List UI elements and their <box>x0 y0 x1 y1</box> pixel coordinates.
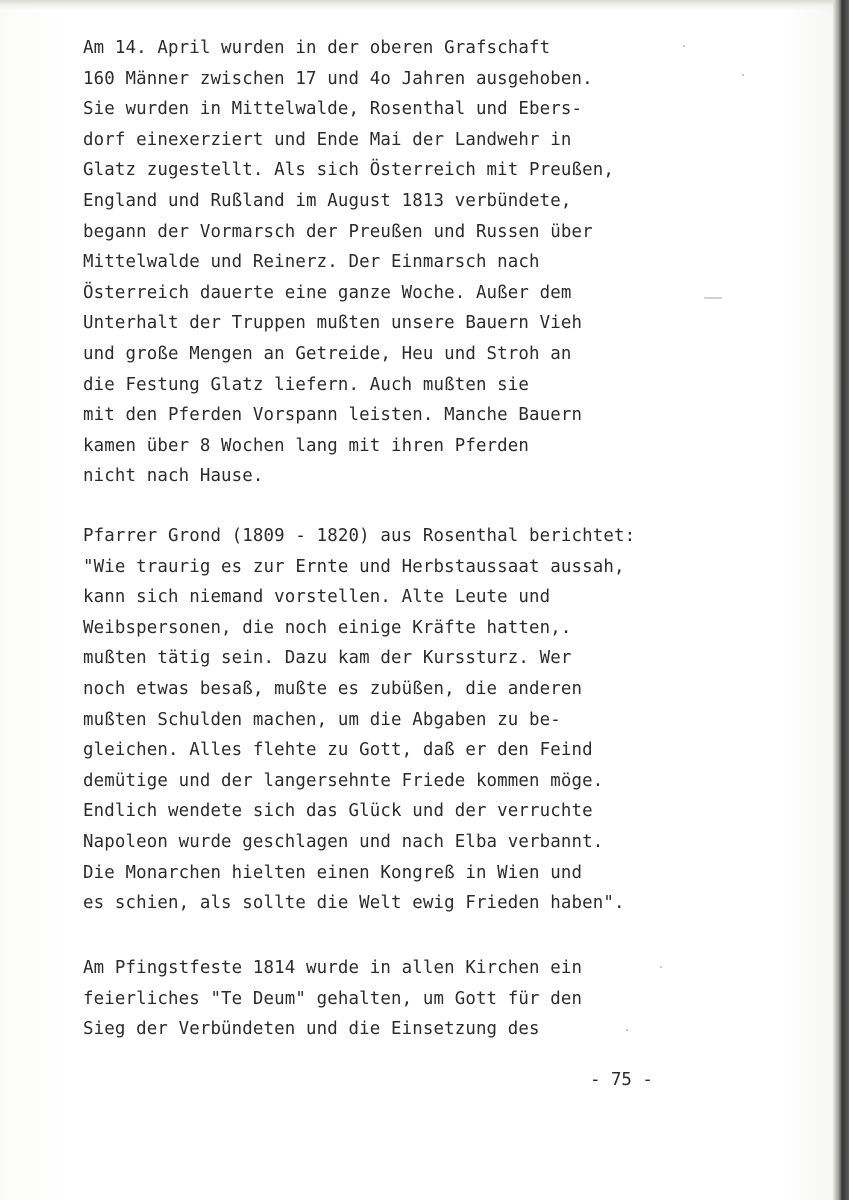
text-line: Die Monarchen hielten einen Kongreß in Wien und <box>83 862 583 883</box>
text-line: Mittelwalde und Reinerz. Der Einmarsch nach <box>83 252 540 273</box>
scan-speck <box>704 297 722 299</box>
scan-speck <box>742 74 744 76</box>
paragraph-pastor-report <box>83 521 635 919</box>
text-line: 160 Männer zwischen 17 und 4o Jahren ausgehoben. <box>83 68 593 89</box>
text-line: Sieg der Verbündeten und die Einsetzung des <box>83 1019 540 1040</box>
scan-speck <box>683 45 685 47</box>
text-line: die Festung Glatz liefern. Auch mußten sie <box>83 374 530 395</box>
text-line: es schien, als sollte die Welt ewig Frieden haben". <box>83 893 625 914</box>
text-line: feierliches "Te Deum" gehalten, um Gott für den <box>83 988 583 1009</box>
book-binding-edge <box>833 0 849 1200</box>
page-number: - 75 - <box>590 1070 653 1090</box>
text-line: Glatz zugestellt. Als sich Österreich mit Preußen, <box>83 160 615 181</box>
text-line: nicht nach Hause. <box>83 466 264 487</box>
text-line: Sie wurden in Mittelwalde, Rosenthal und Ebers- <box>83 99 583 120</box>
text-line: kann sich niemand vorstellen. Alte Leute und <box>83 587 551 608</box>
scan-top-shadow <box>0 0 849 10</box>
paragraph-pentecost <box>83 953 582 1045</box>
text-line: noch etwas besaß, mußte es zubüßen, die anderen <box>83 678 583 699</box>
text-line: Unterhalt der Truppen mußten unsere Bauern Vieh <box>83 313 583 334</box>
text-line: Endlich wendete sich das Glück und der verruchte <box>83 801 593 822</box>
text-line: Pfarrer Grond (1809 - 1820) aus Rosenthal berichtet: <box>83 526 636 546</box>
text-line: mußten Schulden machen, um die Abgaben zu be- <box>83 709 561 730</box>
text-line: England und Rußland im August 1813 verbündete, <box>83 190 572 211</box>
text-line: kamen über 8 Wochen lang mit ihren Pferden <box>83 435 530 456</box>
text-line: und große Mengen an Getreide, Heu und Stroh an <box>83 343 572 364</box>
scan-speck <box>626 1029 628 1031</box>
text-line: gleichen. Alles flehte zu Gott, daß er den Feind <box>83 740 593 761</box>
text-line: dorf einexerziert und Ende Mai der Landwehr in <box>83 129 572 150</box>
text-line: Am 14. April wurden in der oberen Grafschaft <box>83 38 551 58</box>
text-line: demütige und der langersehnte Friede kommen möge. <box>83 770 604 791</box>
scan-speck <box>660 966 662 968</box>
text-line: Am Pfingstfeste 1814 wurde in allen Kirchen ein <box>83 958 583 978</box>
text-line: "Wie traurig es zur Ernte und Herbstaussaat aussah, <box>83 556 625 577</box>
text-line: mit den Pferden Vorspann leisten. Manche Bauern <box>83 405 583 426</box>
text-line: Österreich dauerte eine ganze Woche. Außer dem <box>83 282 572 303</box>
text-line: Weibspersonen, die noch einige Kräfte hatten,. <box>83 617 572 638</box>
text-line: begann der Vormarsch der Preußen und Russen über <box>83 221 593 242</box>
paragraph-conscription <box>83 33 614 492</box>
text-line: Napoleon wurde geschlagen und nach Elba verbannt. <box>83 831 604 852</box>
text-line: mußten tätig sein. Dazu kam der Kurssturz. Wer <box>83 648 572 669</box>
